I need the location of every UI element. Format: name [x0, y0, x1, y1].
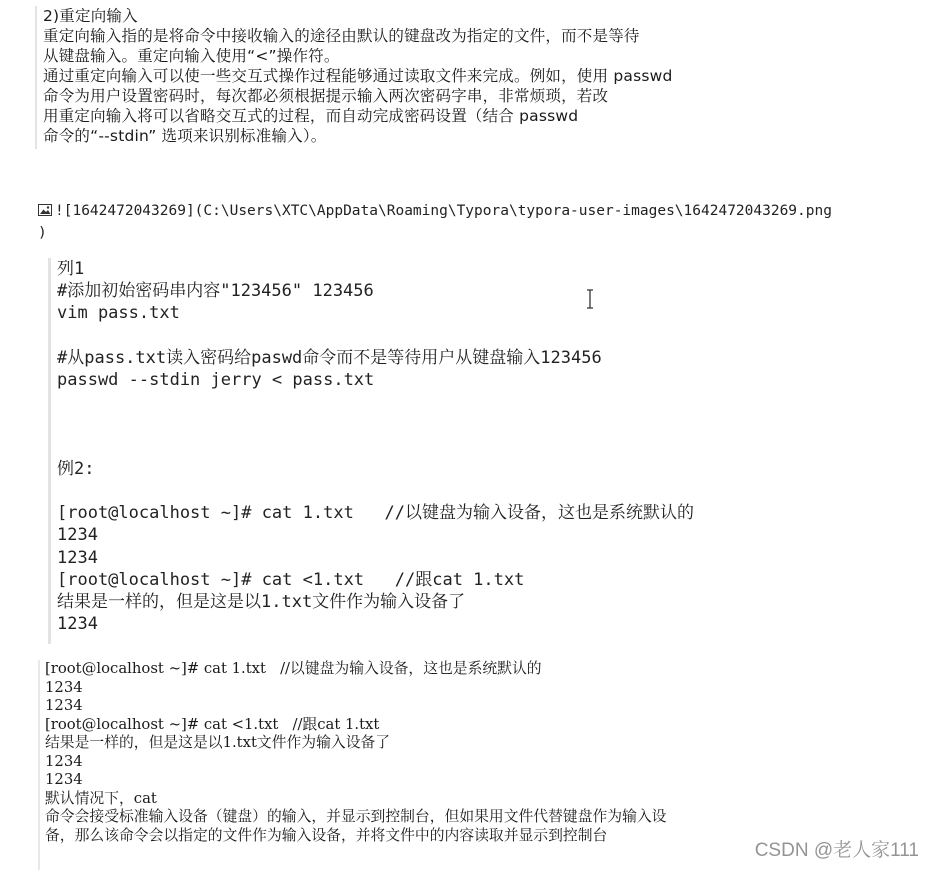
cat-line: 1234: [45, 678, 83, 696]
text-cursor-icon: [585, 289, 595, 309]
code-line: 列1: [57, 259, 85, 279]
code-line: vim pass.txt: [57, 303, 180, 324]
code-line: [57, 413, 854, 435]
code-line: [57, 325, 854, 347]
code-line: passwd --stdin jerry < pass.txt: [57, 370, 375, 391]
code-line: 1234: [57, 614, 98, 635]
code-line: 结果是一样的，但是这是以1.txt文件作为输入设备了: [57, 592, 466, 613]
cat-line: 1234: [45, 771, 83, 788]
cat-example-block: [38, 660, 864, 870]
cat-line: 命令会接受标准输入设备（键盘）的输入，并显示到控制台，但如果用文件代替键盘作为输入设: [45, 808, 667, 825]
excerpt-line: 从键盘输入。重定向输入使用“<”操作符。: [43, 47, 340, 65]
cat-line: 结果是一样的，但是这是以1.txt文件作为输入设备了: [45, 734, 391, 751]
code-line: 例2:: [57, 458, 95, 479]
excerpt-line: 通过重定向输入可以使一些交互式操作过程能够通过读取文件来完成。例如，使用 passwd: [43, 67, 673, 85]
code-line: [57, 391, 854, 413]
cat-line: 默认情况下，cat: [45, 789, 157, 807]
code-line: [57, 480, 854, 502]
excerpt-line: 用重定向输入将可以省略交互式的过程，而自动完成密码设置（结合 passwd: [43, 107, 579, 125]
cat-line: 备，那么该命令会以指定的文件作为输入设备，并将文件中的内容读取并显示到控制台: [45, 826, 608, 844]
code-line: [root@localhost ~]# cat <1.txt //跟cat 1.txt: [57, 569, 525, 590]
code-line: 1234: [57, 525, 98, 546]
code-line: 1234: [57, 547, 98, 568]
code-line: #从pass.txt读入密码给paswd命令而不是等待用户从键盘输入123456: [57, 347, 602, 368]
cat-line: 1234: [45, 697, 83, 714]
image-link-text: ![1642472043269](C:\Users\XTC\AppData\Roaming\Typora\typora-user-images\1642472043269.png: [55, 203, 832, 219]
excerpt-line: 重定向输入指的是将命令中接收输入的途径由默认的键盘改为指定的文件，而不是等待: [43, 27, 640, 45]
broken-image-link[interactable]: [38, 200, 918, 244]
cat-line: [root@localhost ~]# cat <1.txt //跟cat 1.txt: [45, 715, 380, 733]
cat-line: 1234: [45, 752, 83, 770]
examples-code-block: [48, 258, 854, 644]
excerpt-line: 命令为用户设置密码时，每次都必须根据提示输入两次密码字串，非常烦琐，若改: [43, 87, 609, 105]
csdn-watermark: CSDN @老人家111: [754, 840, 919, 861]
broken-image-icon: [38, 201, 52, 213]
code-line: [57, 436, 854, 458]
cat-line: [root@localhost ~]# cat 1.txt //以键盘为输入设备，这也是系统默认的: [45, 660, 542, 677]
redirect-input-excerpt: [35, 6, 865, 149]
code-line: [root@localhost ~]# cat 1.txt //以键盘为输入设备，这也是系统默认的: [57, 503, 694, 524]
image-link-close: ): [38, 225, 47, 241]
excerpt-line: 命令的“--stdin” 选项来识别标准输入）。: [43, 127, 327, 145]
excerpt-line: 2)重定向输入: [43, 7, 138, 25]
code-line: #添加初始密码串内容"123456" 123456: [57, 281, 374, 302]
